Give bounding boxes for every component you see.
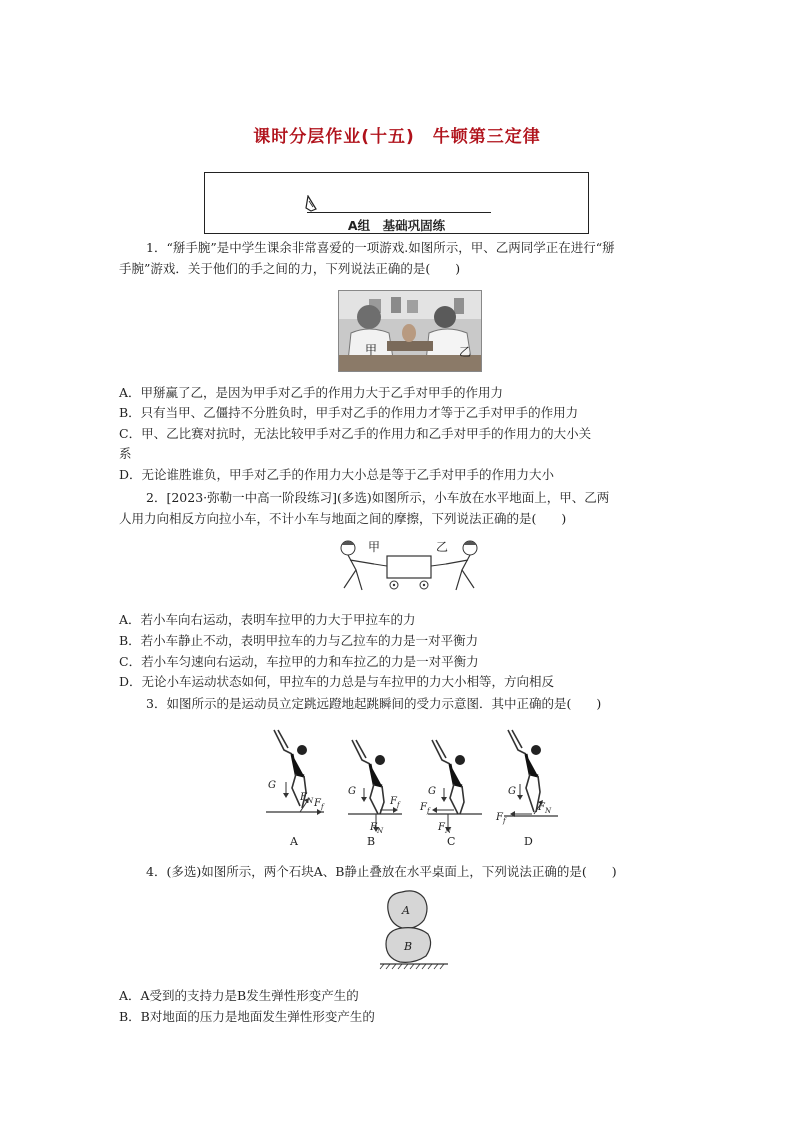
- jumper-label-d: D: [524, 835, 533, 848]
- q2-option-a: A．若小车向右运动，表明车拉甲的力大于甲拉车的力: [119, 612, 416, 627]
- section-rule: [307, 212, 491, 213]
- q4-stem-line1: 4．(多选)如图所示，两个石块A、B静止叠放在水平桌面上，下列说法正确的是( ): [146, 864, 617, 879]
- jumper-figure-b: [340, 738, 410, 838]
- jumper-b-force-ff: $F_f$: [390, 796, 400, 809]
- jumper-c-force-g: G: [428, 786, 436, 797]
- photo-label-yi: 乙: [459, 345, 472, 359]
- jumper-label-b: B: [367, 835, 376, 848]
- jumper-d-force-g: G: [508, 786, 516, 797]
- jumper-b-force-g: G: [348, 786, 356, 797]
- q1-stem-line1: 1．“掰手腕”是中学生课余非常喜爱的一项游戏.如图所示，甲、乙两同学正在进行“掰: [146, 240, 615, 255]
- jumper-c-force-ff: $F_f$: [420, 802, 430, 815]
- jumper-label-c: C: [447, 835, 456, 848]
- arm-wrestling-photo: [338, 290, 482, 372]
- q1-option-a: A．甲掰赢了乙，是因为甲手对乙手的作用力大于乙手对甲手的作用力: [119, 385, 504, 400]
- stone-a-label: A: [402, 904, 410, 917]
- q2-option-b: B．若小车静止不动，表明甲拉车的力与乙拉车的力是一对平衡力: [119, 633, 479, 648]
- jumper-d-force-ff: $F_f$: [496, 812, 506, 825]
- cart-pull-figure: [334, 536, 484, 600]
- pen-icon: [305, 195, 319, 213]
- stone-b-label: B: [404, 940, 413, 953]
- photo-label-jia: 甲: [365, 343, 378, 357]
- jumper-d-force-fn: $F_N$: [538, 802, 552, 815]
- section-header-box: [204, 172, 589, 234]
- q2-stem-line2: 人用力向相反方向拉小车，不计小车与地面之间的摩擦，下列说法正确的是( ): [119, 511, 567, 526]
- q4-option-b: B．B对地面的压力是地面发生弹性形变产生的: [119, 1009, 375, 1024]
- q4-option-a: A．A受到的支持力是B发生弹性形变产生的: [119, 988, 359, 1003]
- jumper-a-force-ff: $F_f$: [314, 798, 324, 811]
- jumper-b-force-fn: $F_N$: [370, 822, 384, 835]
- section-label: A组 基础巩固练: [347, 218, 446, 233]
- q1-option-b: B．只有当甲、乙僵持不分胜负时，甲手对乙手的作用力才等于乙手对甲手的作用力: [119, 405, 579, 420]
- jumper-figure-a: [262, 728, 332, 828]
- jumper-c-force-fn: $F_N$: [438, 822, 452, 835]
- q3-stem-line1: 3．如图所示的是运动员立定跳远蹬地起跳瞬间的受力示意图．其中正确的是( ): [146, 696, 602, 711]
- jumper-figure-c: [420, 738, 490, 838]
- q1-option-c-line1: C．甲、乙比赛对抗时，无法比较甲手对乙手的作用力和乙手对甲手的作用力的大小关: [119, 426, 592, 441]
- stacked-stones-figure: [378, 888, 450, 972]
- q1-stem-line2: 手腕”游戏．关于他们的手之间的力，下列说法正确的是( ): [119, 261, 461, 276]
- cart-label-jia: 甲: [368, 540, 381, 554]
- jumper-label-a: A: [290, 835, 298, 848]
- q1-option-d: D．无论谁胜谁负，甲手对乙手的作用力大小总是等于乙手对甲手的作用力大小: [119, 467, 555, 482]
- q2-option-d: D．无论小车运动状态如何，甲拉车的力总是与车拉甲的力大小相等，方向相反: [119, 674, 555, 689]
- q2-stem-line1: 2．[2023·弥勒一中高一阶段练习](多选)如图所示，小车放在水平地面上，甲、乙两: [146, 490, 610, 505]
- jumper-a-force-g: G: [268, 780, 276, 791]
- page-title: 课时分层作业(十五) 牛顿第三定律: [253, 127, 541, 147]
- cart-label-yi: 乙: [436, 540, 449, 554]
- q2-option-c: C．若小车匀速向右运动，车拉甲的力和车拉乙的力是一对平衡力: [119, 654, 479, 669]
- jumper-figure-d: [496, 728, 566, 828]
- q1-option-c-line2: 系: [119, 446, 132, 461]
- jumper-a-force-fn: $F_N$: [300, 792, 314, 805]
